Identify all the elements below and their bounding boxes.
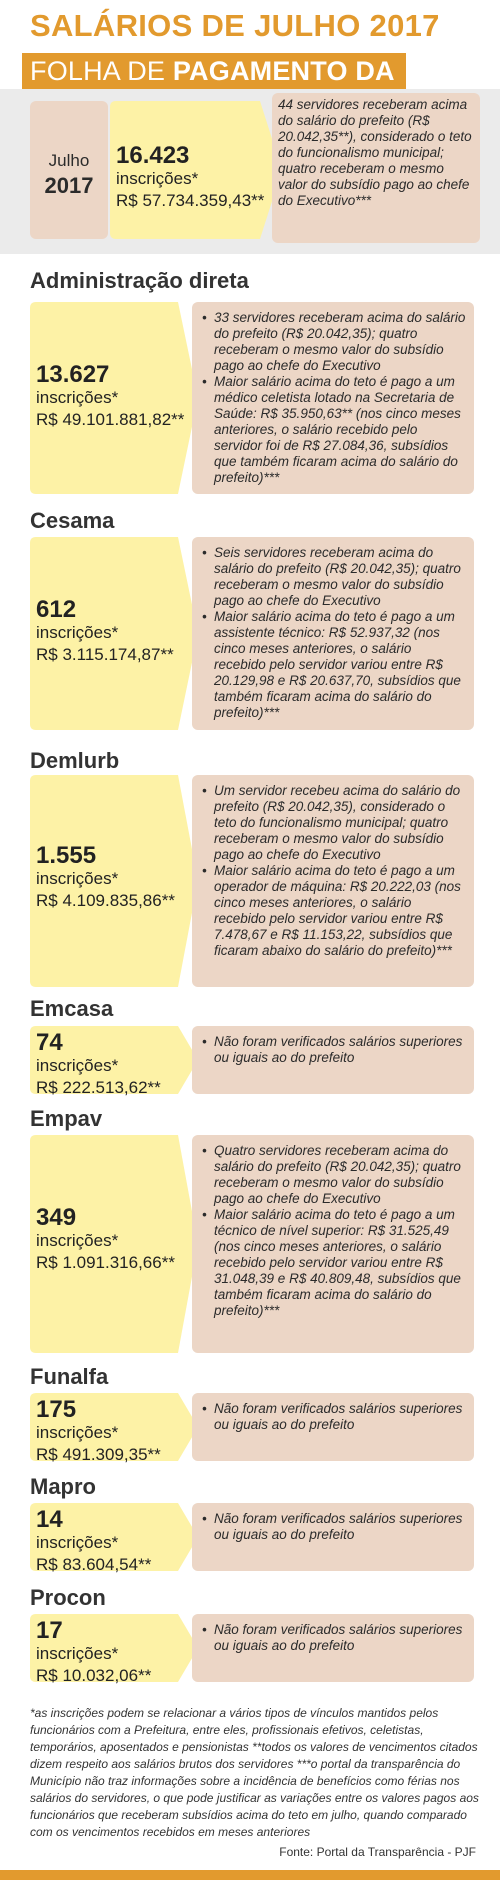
section-note-box bbox=[192, 1393, 474, 1461]
subtitle-prefix: FOLHA DE bbox=[30, 56, 166, 86]
section-totals-text bbox=[36, 362, 184, 430]
section-totals-box bbox=[30, 537, 200, 730]
section-bullets bbox=[202, 1143, 466, 1319]
section-totals-box bbox=[30, 1614, 200, 1685]
section-totals-box bbox=[30, 775, 200, 987]
section-total: R$ 1.091.316,66** bbox=[36, 1253, 175, 1272]
bullet-item: • Maior salário acima do teto é pago a um técnico de nível superior: R$ 31.525,49 (nos cinco meses anteriores, o salário recebido pelo servidor variou entre R$ 31.048,39 e R$ 40.809,48, subsídios que também ficaram acima do salário do prefeito)*** bbox=[202, 1207, 466, 1319]
month-box bbox=[30, 101, 108, 239]
section-total: R$ 10.032,06** bbox=[36, 1666, 152, 1685]
section-bullets bbox=[202, 545, 466, 721]
summary-note: 44 servidores receberam acima do salário do prefeito (R$ 20.042,35**), considerado o teto do funcionalismo municipal; quatro receberam o mesmo valor do subsídio pago ao chefe do Executivo*** bbox=[278, 97, 472, 208]
section-totals-text bbox=[36, 843, 175, 911]
section-title: Empav bbox=[30, 1106, 103, 1131]
bullet-item: • Maior salário acima do teto é pago a um operador de máquina: R$ 20.222,03 (nos cinco meses anteriores, o salário recebido pelo servidor variou entre R$ 7.478,67 e R$ 11.153,22, subsídios que ficaram abaixo do salário do prefeito)*** bbox=[202, 863, 466, 959]
section-bullets bbox=[202, 1511, 466, 1543]
section-note-box bbox=[192, 1503, 474, 1571]
section-note-box bbox=[192, 775, 474, 987]
month-label: Julho bbox=[48, 151, 90, 170]
page-title: SALÁRIOS DE JULHO 2017 bbox=[30, 8, 440, 43]
section-count: 14 bbox=[36, 1506, 63, 1533]
section-totals-box bbox=[30, 1503, 200, 1574]
section-bullets bbox=[202, 1034, 466, 1066]
section-insc-label: inscrições* bbox=[36, 869, 119, 888]
section-count: 175 bbox=[36, 1396, 77, 1423]
section-total: R$ 49.101.881,82** bbox=[36, 410, 185, 429]
source-note: Fonte: Portal da Transparência - PJF bbox=[279, 1845, 476, 1859]
bullet-item: • Quatro servidores receberam acima do salário do prefeito (R$ 20.042,35); quatro receberam o mesmo valor do subsídio pago ao chefe do Executivo bbox=[202, 1143, 466, 1207]
bullet-item: • Não foram verificados salários superiores ou iguais ao do prefeito bbox=[202, 1622, 466, 1654]
bullet-item: • Não foram verificados salários superiores ou iguais ao do prefeito bbox=[202, 1034, 466, 1066]
section-insc-label: inscrições* bbox=[36, 1533, 119, 1552]
section-bullets bbox=[202, 783, 466, 959]
section-totals-text bbox=[36, 1205, 175, 1273]
section-total: R$ 491.309,35** bbox=[36, 1445, 161, 1464]
section-title: Administração direta bbox=[30, 268, 249, 293]
section-title: Cesama bbox=[30, 508, 115, 533]
section-title: Emcasa bbox=[30, 996, 114, 1021]
section-title: Mapro bbox=[30, 1474, 96, 1499]
bullet-item: • 33 servidores receberam acima do salário do prefeito (R$ 20.042,35); quatro receberam o mesmo valor do subsídio pago ao chefe do Executivo bbox=[202, 310, 466, 374]
section-title: Demlurb bbox=[30, 748, 120, 773]
bullet-item: • Maior salário acima do teto é pago a um médico celetista lotado na Secretaria de Saúde: R$ 35.950,63** (nos cinco meses anteriores, o salário recebido pelo servidor foi de R$ 27.084,36, subsídios que também ficaram acima do salário do prefeito)*** bbox=[202, 374, 466, 486]
summary-insc-label: inscrições* bbox=[116, 169, 199, 188]
section-insc-label: inscrições* bbox=[36, 1423, 119, 1442]
section-bullets bbox=[202, 310, 466, 486]
summary-total: R$ 57.734.359,43** bbox=[116, 191, 265, 210]
bottom-accent-bar bbox=[0, 1870, 500, 1880]
section-total: R$ 4.109.835,86** bbox=[36, 891, 175, 910]
summary-count: 16.423 bbox=[116, 142, 190, 169]
subtitle-bold: PAGAMENTO DA bbox=[172, 56, 394, 86]
section-count: 74 bbox=[36, 1029, 63, 1056]
summary-totals-box bbox=[110, 101, 280, 239]
bullet-item: • Seis servidores receberam acima do salário do prefeito (R$ 20.042,35); quatro receberam o mesmo valor do subsídio pago ao chefe do Executivo bbox=[202, 545, 466, 609]
section-totals-box bbox=[30, 1026, 200, 1097]
section-bullets bbox=[202, 1401, 466, 1433]
section-totals-box bbox=[30, 302, 200, 494]
section-totals-text bbox=[36, 1507, 151, 1575]
section-totals-text bbox=[36, 597, 174, 665]
section-title: Procon bbox=[30, 1585, 106, 1610]
section-insc-label: inscrições* bbox=[36, 388, 119, 407]
section-insc-label: inscrições* bbox=[36, 1056, 119, 1075]
bullet-item: • Não foram verificados salários superiores ou iguais ao do prefeito bbox=[202, 1401, 466, 1433]
section-totals-text bbox=[36, 1030, 161, 1098]
summary-panel bbox=[0, 89, 500, 254]
bullet-item: • Não foram verificados salários superiores ou iguais ao do prefeito bbox=[202, 1511, 466, 1543]
section-bullets bbox=[202, 1622, 466, 1654]
section-insc-label: inscrições* bbox=[36, 623, 119, 642]
section-count: 17 bbox=[36, 1617, 63, 1644]
section-insc-label: inscrições* bbox=[36, 1644, 119, 1663]
section-count: 349 bbox=[36, 1204, 77, 1231]
bullet-item: • Um servidor recebeu acima do salário do prefeito (R$ 20.042,35), considerado o teto do funcionalismo municipal; quatro receberam o mesmo valor do subsídio pago ao chefe do Executivo bbox=[202, 783, 466, 863]
section-note-box bbox=[192, 1614, 474, 1682]
section-totals-text bbox=[36, 1397, 161, 1465]
section-note-box bbox=[192, 302, 474, 494]
section-totals-text bbox=[36, 1618, 151, 1686]
section-note-box bbox=[192, 1026, 474, 1094]
section-total: R$ 3.115.174,87** bbox=[36, 645, 174, 664]
section-total: R$ 83.604,54** bbox=[36, 1555, 152, 1574]
section-totals-box bbox=[30, 1135, 200, 1353]
section-note-box bbox=[192, 537, 474, 730]
month-year: 2017 bbox=[44, 173, 94, 198]
footnotes: *as inscrições podem se relacionar a vários tipos de vínculos mantidos pelos funcionários com a Prefeitura, entre eles, profissionais efetivos, celetistas, temporários, aposentados e pensionistas **todos os valores de vencimentos citados dizem respeito aos salários brutos dos servidores ***o portal da transparência do Município não traz informações sobre a incidência de benefícios como férias nos salários do servidores, o que pode justificar as variações entre os valores pagos aos funcionários que receberam subsídios acima do teto em julho, quando comparado com os vencimentos recebidos em meses anteriores bbox=[30, 1706, 479, 1839]
section-title: Funalfa bbox=[30, 1364, 109, 1389]
section-count: 13.627 bbox=[36, 361, 110, 388]
section-insc-label: inscrições* bbox=[36, 1231, 119, 1250]
section-count: 1.555 bbox=[36, 842, 97, 869]
section-count: 612 bbox=[36, 596, 77, 623]
section-total: R$ 222.513,62** bbox=[36, 1078, 161, 1097]
section-totals-box bbox=[30, 1393, 200, 1464]
summary-note-box bbox=[272, 93, 480, 243]
subtitle-bar bbox=[22, 53, 406, 89]
summary-totals-text bbox=[116, 143, 264, 211]
section-note-box bbox=[192, 1135, 474, 1353]
bullet-item: • Maior salário acima do teto é pago a um assistente técnico: R$ 52.937,32 (nos cinco meses anteriores, o salário recebido pelo servidor variou entre R$ 20.129,98 e R$ 20.637,70, subsídios que também ficaram acima do salário do prefeito)*** bbox=[202, 609, 466, 721]
